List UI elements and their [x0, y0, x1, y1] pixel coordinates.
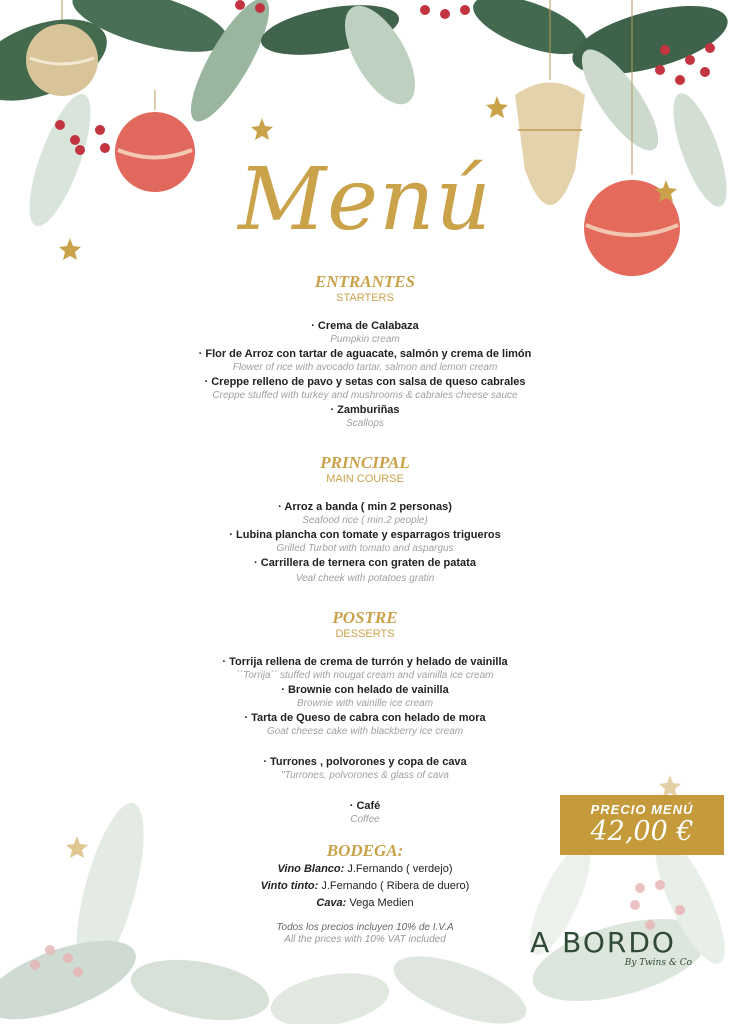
menu-title: Menú	[238, 150, 492, 250]
dish-name: · Creppe relleno de pavo y setas con salsa de queso cabrales	[204, 376, 526, 388]
wine-row	[0, 895, 730, 912]
bodega-title: BODEGA:	[326, 841, 404, 860]
dish-name: · Tarta de Queso de cabra con helado de mora	[244, 712, 486, 724]
section-starters	[0, 272, 730, 431]
price-box	[560, 795, 724, 855]
brand-logo	[508, 928, 698, 968]
wine-row	[0, 878, 730, 895]
wine-value: J.Fernando ( Ribera de duero)	[318, 880, 470, 892]
price-label: PRECIO MENÚ	[590, 802, 694, 817]
dish-translation: Scallops	[346, 418, 384, 429]
section-title: ENTRANTES	[314, 272, 416, 291]
dish-translation: Veal cheek with potatoes gratin	[295, 573, 435, 584]
wine-value: Vega Medien	[346, 897, 414, 909]
section-subtitle: MAIN COURSE	[326, 473, 404, 485]
dish-translation: Grilled Turbot with tomato and aspargus	[276, 543, 454, 554]
vat-note-es: Todos los precios incluyen 10% de I.V.A	[276, 922, 454, 933]
dish-translation: Flower of rice with avocado tartar, salmon and lemon cream	[232, 362, 498, 373]
price-value: 42,00 €	[590, 816, 694, 847]
dish-name: · Torrija rellena de crema de turrón y helado de vainilla	[222, 656, 508, 668]
wine-label: Vino Blanco:	[277, 863, 345, 875]
dish-name: · Flor de Arroz con tartar de aguacate, salmón y crema de limón	[198, 348, 532, 360]
dish-translation: ``Torrija´´ stuffed with nougat cream and vainilla ice cream	[236, 670, 494, 681]
dish-name: · Crema de Calabaza	[311, 320, 419, 332]
section-title: POSTRE	[332, 608, 398, 627]
wine-row	[0, 861, 730, 878]
dish-translation: Seafood rice ( min.2 people)	[302, 515, 428, 526]
dish-translation: Coffee	[350, 814, 380, 825]
dish-name: · Brownie con helado de vainilla	[281, 684, 449, 696]
wine-value: J.Fernando ( verdejo)	[344, 863, 453, 875]
wine-label: Vinto tinto:	[260, 880, 319, 892]
dish-name: · Turrones , polvorones y copa de cava	[263, 756, 467, 768]
dish-name: · Café	[349, 800, 381, 812]
section-subtitle: DESSERTS	[335, 628, 395, 640]
dish-translation: Pumpkin cream	[330, 334, 400, 345]
section-title: PRINCIPAL	[320, 453, 410, 472]
dish-translation: Creppe stuffed with turkey and mushrooms & cabrales cheese sauce	[212, 390, 518, 401]
wine-label: Cava:	[316, 897, 347, 909]
dish-translation: "Turrones, polvorones & glass of cava	[281, 770, 449, 781]
brand-tagline: By Twins & Co	[624, 958, 692, 968]
dish-name: · Lubina plancha con tomate y esparragos trigueros	[229, 529, 501, 541]
section-main-course	[0, 453, 730, 586]
dish-name: · Arroz a banda ( min 2 personas)	[278, 501, 452, 513]
dish-translation: Goat cheese cake with blackberry ice cream	[266, 726, 464, 737]
section-subtitle: STARTERS	[336, 292, 394, 304]
dish-translation: Brownie with vainille ice cream	[296, 698, 434, 709]
dish-name: · Carrillera de ternera con graten de patata	[254, 557, 476, 569]
vat-note-en: All the prices with 10% VAT included	[284, 934, 446, 945]
dish-name: · Zamburiñas	[330, 404, 400, 416]
brand-name: A BORDO	[530, 926, 676, 959]
